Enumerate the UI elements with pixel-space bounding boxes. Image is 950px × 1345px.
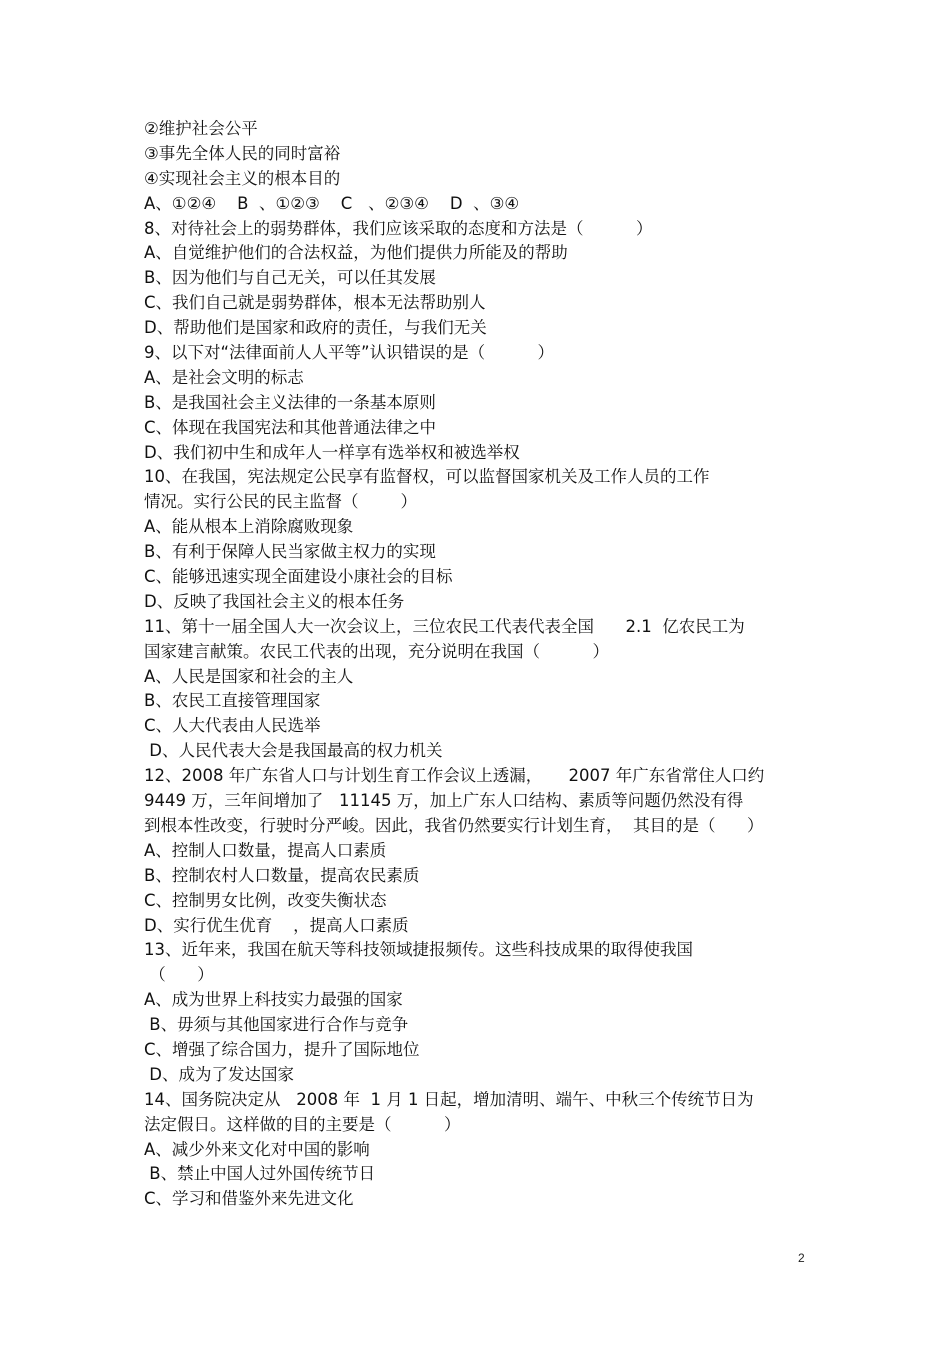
option-line: D、帮助他们是国家和政府的责任，与我们无关 <box>144 318 487 338</box>
question-14: 14、国务院决定从 2008 年 1 月 1 日起，增加清明、端午、中秋三个传统节日为 <box>144 1089 754 1109</box>
question-10: 10、在我国，宪法规定公民享有监督权，可以监督国家机关及工作人员的工作 <box>144 467 710 487</box>
question-11-cont: 国家建言献策。农民工代表的出现，充分说明在我国（ ） <box>144 641 609 661</box>
answer-options-line: A、①②④ B 、①②③ C 、②③④ D 、③④ <box>144 193 520 213</box>
question-14-cont: 法定假日。这样做的目的主要是（ ） <box>144 1114 461 1134</box>
question-8: 8、对待社会上的弱势群体，我们应该采取的态度和方法是（ ） <box>144 218 653 238</box>
option-line: A、是社会文明的标志 <box>144 367 304 387</box>
option-line: C、体现在我国宪法和其他普通法律之中 <box>144 417 437 437</box>
option-line: A、成为世界上科技实力最强的国家 <box>144 990 403 1010</box>
option-line: C、能够迅速实现全面建设小康社会的目标 <box>144 567 453 587</box>
option-line: C、增强了综合国力，提升了国际地位 <box>144 1039 420 1059</box>
question-12-cont: 9449 万，三年间增加了 11145 万，加上广东人口结构、素质等问题仍然没有得 <box>144 791 744 811</box>
question-12-cont: 到根本性改变，行驶时分严峻。因此，我省仍然要实行计划生育， 其目的是（ ） <box>144 815 764 835</box>
option-line: D、人民代表大会是我国最高的权力机关 <box>144 741 443 761</box>
text-line: ③事先全体人民的同时富裕 <box>144 143 341 163</box>
question-13: 13、近年来，我国在航天等科技领域捷报频传。这些科技成果的取得使我国 <box>144 940 693 960</box>
option-line: A、人民是国家和社会的主人 <box>144 666 354 686</box>
option-line: A、控制人口数量，提高人口素质 <box>144 840 387 860</box>
option-line: C、人大代表由人民选举 <box>144 716 321 736</box>
option-line: A、能从根本上消除腐败现象 <box>144 517 354 537</box>
question-11: 11、第十一届全国人大一次会议上，三位农民工代表代表全国 2.1 亿农民工为 <box>144 616 745 636</box>
option-line: D、反映了我国社会主义的根本任务 <box>144 591 405 611</box>
page-number: 2 <box>798 1251 805 1265</box>
option-line: B、毋须与其他国家进行合作与竞争 <box>144 1015 409 1035</box>
option-line: D、我们初中生和成年人一样享有选举权和被选举权 <box>144 442 520 462</box>
option-line: D、实行优生优育 ，提高人口素质 <box>144 915 409 935</box>
question-12: 12、2008 年广东省人口与计划生育工作会议上透漏， 2007 年广东省常住人口约 <box>144 766 765 786</box>
option-line: A、自觉维护他们的合法权益，为他们提供力所能及的帮助 <box>144 243 568 263</box>
option-line: B、农民工直接管理国家 <box>144 691 321 711</box>
text-line: ④实现社会主义的根本目的 <box>144 168 341 188</box>
option-line: C、控制男女比例，改变失衡状态 <box>144 890 387 910</box>
option-line: B、禁止中国人过外国传统节日 <box>144 1164 376 1184</box>
option-line: C、我们自己就是弱势群体，根本无法帮助别人 <box>144 293 486 313</box>
text-line: ②维护社会公平 <box>144 119 258 138</box>
option-line: A、减少外来文化对中国的影响 <box>144 1139 370 1159</box>
option-line: B、有利于保障人民当家做主权力的实现 <box>144 542 436 562</box>
option-line: B、是我国社会主义法律的一条基本原则 <box>144 392 436 412</box>
option-line: C、学习和借鉴外来先进文化 <box>144 1189 354 1209</box>
question-10-cont: 情况。实行公民的民主监督（ ） <box>144 492 417 512</box>
question-text-block <box>144 117 844 1212</box>
question-13-cont: （ ） <box>144 965 214 985</box>
question-9: 9、以下对“法律面前人人平等”认识错误的是（ ） <box>144 343 555 363</box>
option-line: B、控制农村人口数量，提高农民素质 <box>144 865 420 885</box>
option-line: D、成为了发达国家 <box>144 1064 294 1084</box>
option-line: B、因为他们与自己无关，可以任其发展 <box>144 268 436 288</box>
